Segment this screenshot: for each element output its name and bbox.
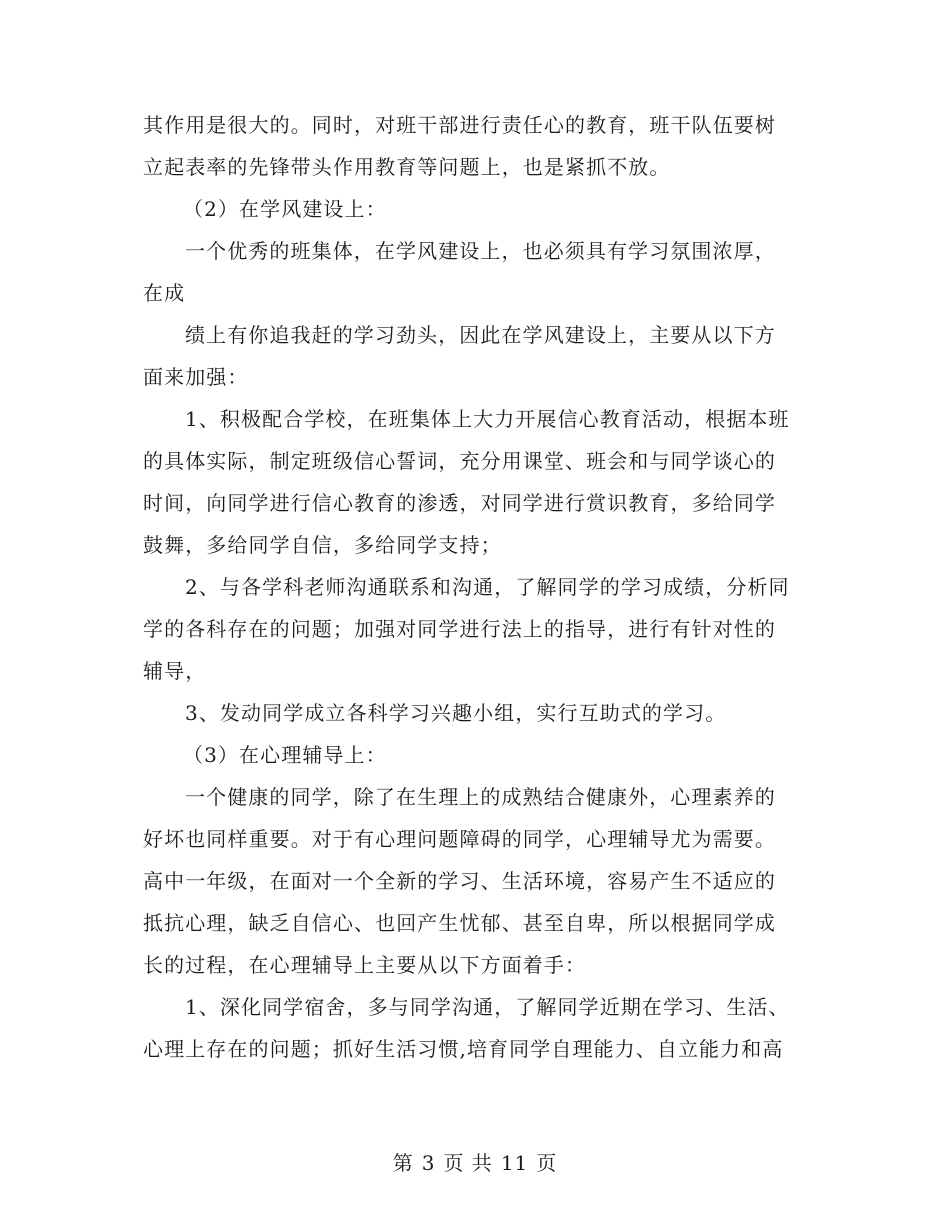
footer-middle: 页 共	[443, 1151, 493, 1175]
section-heading-psychology: （3）在心理辅导上：	[183, 743, 387, 767]
text-line: 3、发动同学成立各科学习兴趣小组，实行互助式的学习。	[185, 701, 727, 725]
text-line: 一个优秀的班集体，在学风建设上，也必须具有学习氛围浓厚，	[185, 239, 776, 263]
footer-suffix: 页	[536, 1151, 558, 1175]
text-line: 长的过程，在心理辅导上主要从以下方面着手：	[143, 953, 587, 977]
page-footer	[0, 1147, 950, 1176]
text-line: 鼓舞，多给同学自信，多给同学支持；	[143, 533, 502, 557]
text-line: 抵抗心理，缺乏自信心、也回产生忧郁、甚至自卑，所以根据同学成	[143, 911, 776, 935]
text-line: 立起表率的先锋带头作用教育等问题上，也是紧抓不放。	[143, 155, 671, 179]
footer-prefix: 第	[392, 1151, 414, 1175]
text-line: 学的各科存在的问题；加强对同学进行法上的指导，进行有针对性的	[143, 617, 776, 641]
text-line: 时间，向同学进行信心教育的渗透，对同学进行赏识教育，多给同学	[143, 491, 776, 515]
text-line: 2、与各学科老师沟通联系和沟通，了解同学的学习成绩，分析同	[185, 575, 790, 599]
text-line: 高中一年级，在面对一个全新的学习、生活环境，容易产生不适应的	[143, 869, 776, 893]
text-line: 绩上有你追我赶的学习劲头，因此在学风建设上，主要从以下方	[185, 323, 776, 347]
text-line: 面来加强：	[143, 365, 249, 389]
text-line: 辅导，	[143, 659, 207, 683]
text-line: 的具体实际，制定班级信心誓词，充分用课堂、班会和与同学谈心的	[143, 449, 776, 473]
text-line: 1、积极配合学校，在班集体上大力开展信心教育活动，根据本班	[185, 407, 790, 431]
text-line: 其作用是很大的。同时，对班干部进行责任心的教育，班干队伍要树	[143, 113, 776, 137]
text-line: 好坏也同样重要。对于有心理问题障碍的同学，心理辅导尤为需要。	[143, 827, 776, 851]
text-line: 心理上存在的问题；抓好生活习惯,培育同学自理能力、自立能力和高	[143, 1037, 784, 1061]
text-line: 一个健康的同学，除了在生理上的成熟结合健康外，心理素养的	[185, 785, 776, 809]
total-pages: 11	[500, 1151, 529, 1175]
body-text	[143, 104, 811, 1070]
page-number: 3	[421, 1151, 436, 1175]
text-line: 1、深化同学宿舍，多与同学沟通，了解同学近期在学习、生活、	[185, 995, 790, 1019]
text-line: 在成	[143, 281, 186, 305]
section-heading-study-style: （2）在学风建设上：	[183, 197, 387, 221]
